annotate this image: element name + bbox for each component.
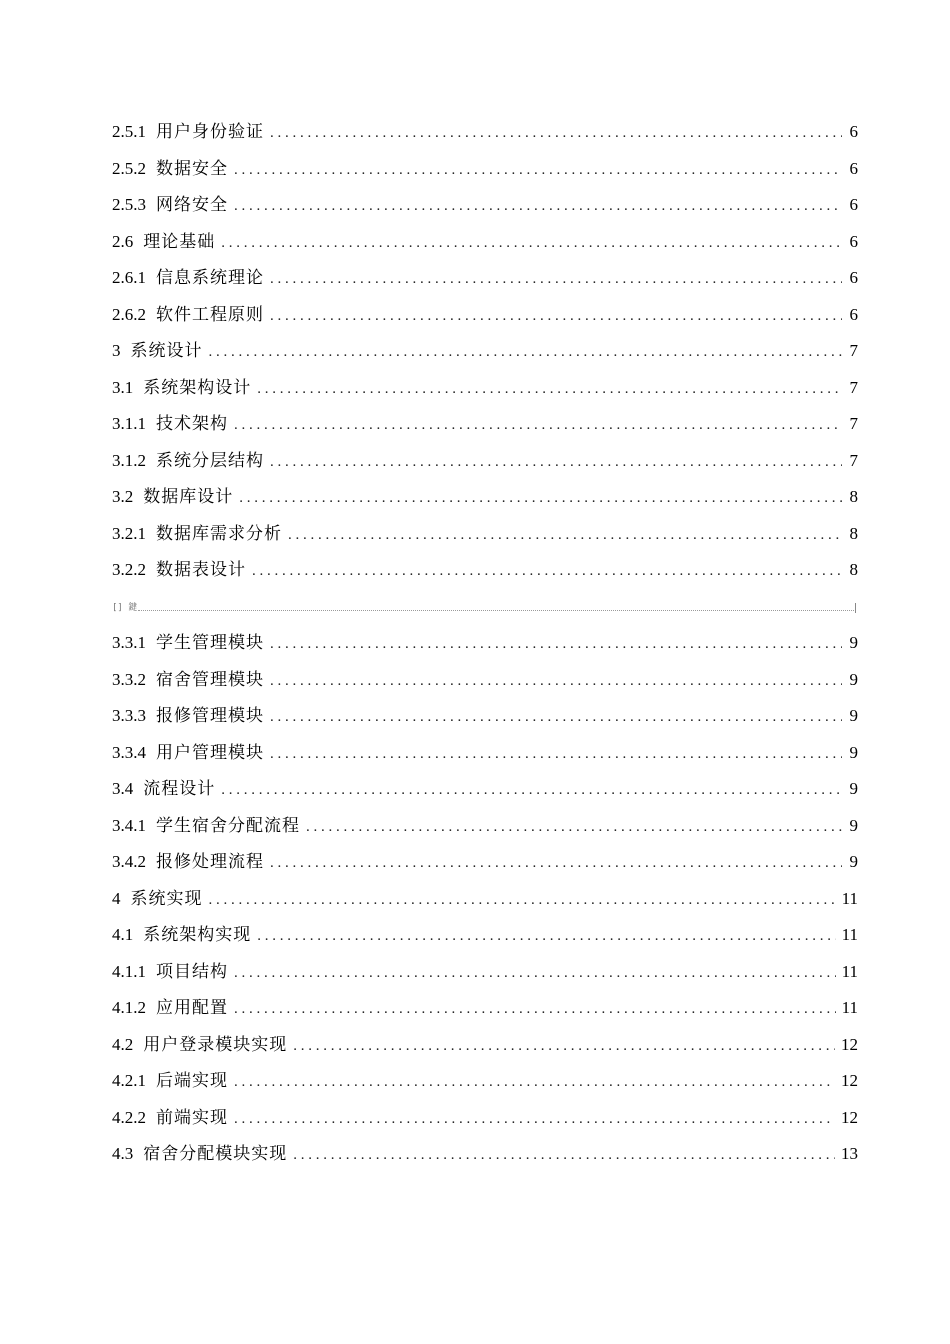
toc-entry-number: 2.6.1 [112,268,146,287]
toc-page-number: 12 [841,1107,858,1127]
dotted-leader-rule [138,610,856,611]
toc-dot-leader [270,845,842,882]
toc-dot-leader [270,444,842,481]
toc-entry-title: 网络安全 [156,195,228,214]
toc-entry-title: 报修处理流程 [156,852,264,871]
toc-dot-leader [221,772,842,809]
toc-dot-leader [239,480,842,517]
toc-entry-title: 数据安全 [156,158,228,178]
toc-entry-number: 3.4 [112,779,134,798]
toc-dot-leader [234,152,842,189]
toc-entry[interactable] [112,406,858,443]
toc-entry-title: 数据库需求分析 [156,523,282,543]
toc-entry[interactable] [112,1027,858,1064]
toc-entry[interactable] [112,771,858,808]
toc-entry-number: 4.1.2 [112,998,146,1017]
toc-dot-leader [234,991,836,1028]
toc-page-number: 9 [849,706,858,725]
toc-entry[interactable] [112,662,858,699]
toc-entry[interactable] [112,917,858,954]
toc-page-number: 6 [849,122,858,141]
toc-entry-number: 3.1.2 [112,450,146,470]
toc-dot-leader [293,1028,835,1065]
toc-entry[interactable] [112,954,858,991]
toc-page-number: 6 [849,195,858,214]
toc-page-number: 7 [849,414,858,433]
toc-dot-leader [270,115,842,152]
toc-entry-number: 4.2 [112,1034,134,1054]
toc-entry-title: 用户管理模块 [156,742,264,762]
toc-page-number: 6 [849,304,858,324]
toc-entry[interactable] [112,1100,858,1137]
toc-entry-title: 系统实现 [130,888,203,908]
toc-dot-leader [288,517,842,554]
toc-page-number: 9 [849,742,858,762]
toc-entry-number: 4 [112,888,121,908]
toc-page-number: 11 [841,888,858,908]
toc-entry-number: 4.2.2 [112,1107,146,1127]
toc-entry-number: 2.6 [112,231,134,251]
toc-page-number: 13 [841,1144,858,1163]
toc-dot-leader [209,882,836,919]
toc-dot-leader [209,334,843,371]
toc-page-number: 11 [841,925,858,944]
toc-entry-number: 3.4.2 [112,852,146,871]
toc-dot-leader [270,626,842,663]
toc-entry-title: 软件工程原则 [156,304,264,324]
toc-dot-leader [234,1064,835,1101]
toc-entry[interactable] [112,735,858,772]
toc-entry-number: 3.3.1 [112,633,146,652]
toc-entry[interactable] [112,990,858,1027]
toc-entry[interactable] [112,1063,858,1100]
toc-page-number: 7 [849,377,858,397]
toc-page-number: 11 [841,998,858,1017]
field-code-marker: [] 鍵 [112,602,138,613]
toc-dot-leader [270,663,842,700]
toc-entry-number: 3.2.2 [112,560,146,579]
toc-dot-leader [306,809,842,846]
toc-entry-number: 3.3.2 [112,669,146,689]
toc-entry[interactable] [112,479,858,516]
toc-broken-entry[interactable] [112,589,858,626]
toc-entry-title: 用户身份验证 [156,122,264,141]
toc-page-number: 12 [841,1034,858,1054]
toc-page-number: 6 [849,268,858,287]
toc-entry[interactable] [112,333,858,370]
toc-entry[interactable] [112,260,858,297]
toc-entry-number: 4.3 [112,1144,134,1163]
toc-dot-leader [221,225,842,262]
toc-entry[interactable] [112,187,858,224]
toc-dot-leader [257,371,842,408]
toc-dot-leader [234,955,836,992]
toc-entry-number: 3.1.1 [112,414,146,433]
toc-entry[interactable] [112,516,858,553]
toc-entry[interactable] [112,297,858,334]
toc-section-2 [112,625,858,1173]
toc-dot-leader [270,699,842,736]
toc-entry-number: 2.5.1 [112,122,146,141]
toc-entry-number: 2.5.2 [112,158,146,178]
toc-entry-title: 流程设计 [143,779,216,798]
toc-entry[interactable] [112,151,858,188]
toc-entry[interactable] [112,224,858,261]
toc-entry-title: 理论基础 [143,231,216,251]
toc-entry-title: 报修管理模块 [156,706,264,725]
toc-entry-number: 3.2.1 [112,523,146,543]
toc-entry-title: 宿舍管理模块 [156,669,264,689]
toc-page-number: 8 [849,560,858,579]
toc-entry-title: 数据表设计 [156,560,246,579]
toc-entry[interactable] [112,844,858,881]
toc-entry[interactable] [112,808,858,845]
toc-page-number: 11 [841,961,858,981]
toc-entry[interactable] [112,114,858,151]
toc-entry-title: 前端实现 [156,1107,228,1127]
table-of-contents [112,114,858,1173]
toc-page-number: 7 [849,450,858,470]
toc-entry-number: 3.4.1 [112,815,146,835]
toc-entry-title: 数据库设计 [143,487,234,506]
toc-entry[interactable] [112,881,858,918]
toc-page-number: 9 [849,779,858,798]
toc-entry-title: 信息系统理论 [156,268,264,287]
toc-page-number: 6 [849,231,858,251]
toc-page-number: 8 [849,523,858,543]
toc-entry-title: 系统设计 [130,341,203,360]
toc-page-number: 9 [849,815,858,835]
toc-entry-number: 3.3.4 [112,742,146,762]
toc-entry[interactable] [112,370,858,407]
toc-dot-leader [234,188,842,225]
toc-section-1 [112,114,858,589]
toc-entry[interactable] [112,443,858,480]
toc-entry-title: 技术架构 [156,414,228,433]
toc-entry-title: 项目结构 [156,961,228,981]
toc-entry-number: 4.1.1 [112,961,146,981]
toc-page-number: 9 [849,669,858,689]
toc-entry-number: 3.1 [112,377,134,397]
toc-dot-leader [270,298,842,335]
toc-page-number: 8 [849,487,858,506]
toc-entry[interactable] [112,698,858,735]
toc-entry-number: 3 [112,341,121,360]
toc-page-number: 12 [841,1071,858,1090]
toc-entry-title: 系统架构实现 [143,925,252,944]
toc-entry-number: 3.2 [112,487,134,506]
toc-entry-number: 4.2.1 [112,1071,146,1090]
toc-entry-title: 宿舍分配模块实现 [143,1144,288,1163]
toc-page-number: 7 [849,341,858,360]
toc-entry[interactable] [112,625,858,662]
toc-dot-leader [234,407,842,444]
toc-page-number: 9 [849,633,858,652]
toc-entry-number: 2.6.2 [112,304,146,324]
toc-entry-title: 后端实现 [156,1071,228,1090]
toc-dot-leader [270,261,842,298]
toc-dot-leader [270,736,842,773]
toc-dot-leader [293,1137,835,1174]
toc-dot-leader [252,553,842,590]
toc-entry-number: 3.3.3 [112,706,146,725]
toc-entry[interactable] [112,552,858,589]
field-end-marker [855,603,858,613]
toc-entry-title: 应用配置 [156,998,228,1017]
toc-entry-title: 学生宿舍分配流程 [156,815,300,835]
toc-page-number: 6 [849,158,858,178]
toc-entry-title: 系统架构设计 [143,377,252,397]
toc-dot-leader [257,918,835,955]
toc-entry-title: 学生管理模块 [156,633,264,652]
toc-entry[interactable] [112,1136,858,1173]
toc-dot-leader [234,1101,835,1138]
toc-entry-number: 2.5.3 [112,195,146,214]
toc-page-number: 9 [849,852,858,871]
toc-entry-title: 用户登录模块实现 [143,1034,288,1054]
toc-entry-title: 系统分层结构 [156,450,264,470]
toc-entry-number: 4.1 [112,925,134,944]
